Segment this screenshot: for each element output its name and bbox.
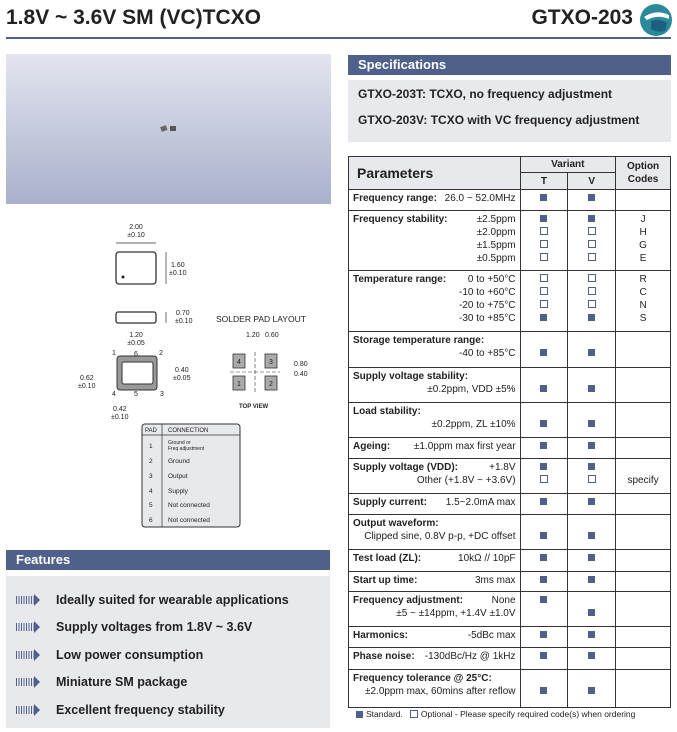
parameter-cell bbox=[349, 211, 521, 271]
standard-icon bbox=[588, 420, 595, 427]
standard-icon bbox=[540, 463, 547, 470]
feature-text: Low power consumption bbox=[56, 647, 204, 662]
standard-icon bbox=[588, 498, 595, 505]
variant-V-cell bbox=[568, 438, 616, 459]
option-code-cell bbox=[616, 627, 671, 648]
parameter-cell bbox=[349, 459, 521, 494]
parameter-value: -10 to +60°C bbox=[458, 287, 516, 298]
option-code: R bbox=[639, 274, 647, 285]
pad-height-label: 0.40 bbox=[175, 367, 189, 374]
option-code: H bbox=[639, 227, 647, 238]
option-code bbox=[616, 461, 670, 474]
option-code: N bbox=[639, 300, 647, 311]
standard-icon bbox=[540, 532, 547, 539]
pin-label: 6 bbox=[134, 351, 138, 358]
variant-v-description: GTXO-203V: TCXO with VC frequency adjustment bbox=[358, 113, 640, 127]
svg-text:6: 6 bbox=[149, 517, 153, 524]
option-code bbox=[616, 685, 670, 698]
features-list bbox=[6, 576, 330, 728]
option-code: J bbox=[640, 214, 646, 225]
variant-t-cell bbox=[520, 403, 568, 438]
standard-icon bbox=[588, 554, 595, 561]
pad-height-tol-label: ±0.05 bbox=[173, 375, 191, 382]
standard-icon bbox=[540, 385, 547, 392]
option-code bbox=[616, 629, 670, 642]
feature-item bbox=[6, 614, 330, 642]
parameter-row bbox=[349, 627, 671, 648]
parameter-value: Other (+1.8V ~ +3.6V) bbox=[416, 475, 516, 486]
standard-icon bbox=[588, 463, 595, 470]
pad-width-tol-label: ±0.10 bbox=[111, 414, 129, 421]
optional-icon bbox=[588, 300, 596, 308]
specifications-heading: Specifications bbox=[348, 55, 671, 75]
optional-icon bbox=[588, 227, 596, 235]
feature-text: Miniature SM package bbox=[56, 675, 188, 690]
pin-label: 5 bbox=[134, 391, 138, 398]
legend-optional: Optional - Please specify required code(s) when ordering bbox=[420, 709, 636, 719]
standard-icon bbox=[540, 215, 547, 222]
pad-number: 3 bbox=[269, 359, 273, 366]
solder-height-label: 0.80 bbox=[294, 361, 308, 368]
svg-text:4: 4 bbox=[149, 488, 153, 495]
pad-number: 4 bbox=[237, 359, 241, 366]
feature-item bbox=[6, 669, 330, 697]
arrow-bullet-icon bbox=[16, 651, 34, 659]
parameter-cell bbox=[349, 648, 521, 670]
parameter-value: 3ms max bbox=[474, 575, 516, 586]
edge-tol-label: ±0.10 bbox=[78, 383, 96, 390]
parameters-heading: Parameters bbox=[349, 157, 521, 190]
standard-icon bbox=[540, 194, 547, 201]
variant-t-cell bbox=[520, 271, 568, 332]
arrow-bullet-icon bbox=[16, 678, 34, 686]
parameter-title: Frequency range: bbox=[353, 193, 437, 204]
connection-column-header: CONNECTION bbox=[168, 428, 209, 434]
option-code-cell bbox=[616, 459, 671, 494]
standard-icon bbox=[588, 576, 595, 583]
standard-icon bbox=[588, 687, 595, 694]
svg-text:1: 1 bbox=[149, 443, 153, 450]
parameter-value: ±0.2ppm, ZL ±10% bbox=[431, 419, 516, 430]
optional-icon bbox=[588, 274, 596, 282]
variant-V-cell bbox=[568, 332, 616, 368]
variant-v-heading: V bbox=[568, 173, 616, 190]
parameter-value: ±2.5ppm bbox=[476, 214, 516, 225]
option-code-cell bbox=[616, 368, 671, 403]
variant-t-cell bbox=[520, 190, 568, 211]
width-label: 2.00 bbox=[129, 224, 143, 231]
product-photo bbox=[6, 54, 331, 204]
option-code-cell bbox=[616, 403, 671, 438]
legend-standard: Standard. bbox=[366, 709, 403, 719]
standard-icon bbox=[588, 385, 595, 392]
option-code bbox=[616, 530, 670, 543]
option-code: specify bbox=[627, 475, 659, 486]
width-tol-label: ±0.10 bbox=[127, 232, 145, 239]
parameter-title: Supply voltage stability: bbox=[353, 371, 469, 382]
option-code bbox=[616, 383, 670, 396]
pin-label: 2 bbox=[159, 350, 163, 357]
option-code bbox=[616, 552, 670, 565]
arrow-bullet-icon bbox=[16, 596, 34, 604]
variant-V-cell bbox=[568, 211, 616, 271]
optional-icon bbox=[588, 287, 596, 295]
parameter-row bbox=[349, 190, 671, 211]
pad-column-header: PAD bbox=[145, 428, 157, 434]
svg-text:Ground: Ground bbox=[168, 458, 190, 465]
parameter-value: +1.8V bbox=[489, 462, 516, 473]
option-code bbox=[616, 594, 670, 607]
option-code-cell bbox=[616, 332, 671, 368]
parameter-cell bbox=[349, 572, 521, 592]
parameter-row bbox=[349, 459, 671, 494]
package-side-view bbox=[116, 312, 156, 323]
optional-icon bbox=[540, 475, 548, 483]
parameter-cell bbox=[349, 438, 521, 459]
header-rule bbox=[6, 37, 671, 39]
option-code-cell bbox=[616, 438, 671, 459]
option-code-cell bbox=[616, 670, 671, 708]
variant-V-cell bbox=[568, 368, 616, 403]
arrow-bullet-icon bbox=[16, 706, 34, 714]
option-code-cell bbox=[616, 550, 671, 572]
standard-icon bbox=[356, 711, 363, 718]
variant-V-cell bbox=[568, 592, 616, 627]
variant-V-cell bbox=[568, 670, 616, 708]
thickness-tol-label: ±0.10 bbox=[175, 318, 193, 325]
variant-V-cell bbox=[568, 403, 616, 438]
parameter-value: ±0.5ppm bbox=[476, 253, 516, 264]
solder-pad-title: SOLDER PAD LAYOUT bbox=[216, 314, 306, 324]
package-drawing bbox=[0, 200, 340, 540]
pad-number: 2 bbox=[269, 381, 273, 388]
parameter-value: ±2.0ppm bbox=[476, 227, 516, 238]
option-code bbox=[616, 347, 670, 360]
parameter-cell bbox=[349, 494, 521, 515]
parameter-value: ±0.2ppm, VDD ±5% bbox=[427, 384, 516, 395]
parameter-row bbox=[349, 572, 671, 592]
parameter-row bbox=[349, 515, 671, 550]
option-code-cell bbox=[616, 515, 671, 550]
option-code bbox=[616, 496, 670, 509]
parameter-cell bbox=[349, 515, 521, 550]
legend bbox=[356, 709, 635, 719]
standard-icon bbox=[588, 194, 595, 201]
optional-icon bbox=[540, 287, 548, 295]
arrow-bullet-icon bbox=[16, 623, 34, 631]
variant-t-cell bbox=[520, 550, 568, 572]
parameter-title: Frequency tolerance @ 25°C: bbox=[353, 673, 492, 684]
standard-icon bbox=[540, 498, 547, 505]
option-code-cell bbox=[616, 211, 671, 271]
parameter-cell bbox=[349, 403, 521, 438]
variant-t-cell bbox=[520, 627, 568, 648]
pad-number: 1 bbox=[237, 381, 241, 388]
svg-text:2: 2 bbox=[149, 458, 153, 465]
option-code-cell bbox=[616, 271, 671, 332]
variant-V-cell bbox=[568, 459, 616, 494]
feature-text: Excellent frequency stability bbox=[56, 702, 225, 717]
variant-t-cell bbox=[520, 332, 568, 368]
svg-text:Supply: Supply bbox=[168, 488, 188, 495]
parameter-value: -30 to +85°C bbox=[458, 313, 516, 324]
parameter-row bbox=[349, 648, 671, 670]
parameter-row bbox=[349, 670, 671, 708]
variant-t-cell bbox=[520, 438, 568, 459]
variant-V-cell bbox=[568, 627, 616, 648]
standard-icon bbox=[540, 596, 547, 603]
variant-heading: Variant bbox=[520, 157, 616, 173]
variant-t-cell bbox=[520, 494, 568, 515]
option-code bbox=[616, 607, 670, 620]
parameter-title: Load stability: bbox=[353, 406, 421, 417]
standard-icon bbox=[588, 442, 595, 449]
pin-label: 3 bbox=[160, 391, 164, 398]
parameter-row bbox=[349, 550, 671, 572]
variant-V-cell bbox=[568, 648, 616, 670]
parameter-row bbox=[349, 211, 671, 271]
svg-text:Freq adjustment: Freq adjustment bbox=[168, 446, 205, 452]
feature-item bbox=[6, 586, 330, 614]
parameter-cell bbox=[349, 368, 521, 403]
parameter-value: -130dBc/Hz @ 1kHz bbox=[424, 651, 516, 662]
parameter-row bbox=[349, 494, 671, 515]
solder-width-label: 0.60 bbox=[265, 332, 279, 339]
optional-icon bbox=[540, 274, 548, 282]
parameter-row bbox=[349, 332, 671, 368]
standard-icon bbox=[588, 532, 595, 539]
package-top-view bbox=[116, 252, 156, 284]
option-code bbox=[616, 650, 670, 663]
pad-pitch-tol-label: ±0.05 bbox=[127, 340, 145, 347]
variant-V-cell bbox=[568, 494, 616, 515]
parameter-value: ±5 ~ ±14ppm, +1.4V ±1.0V bbox=[396, 608, 516, 619]
parameter-cell bbox=[349, 332, 521, 368]
variant-t-cell bbox=[520, 368, 568, 403]
parameter-title: Storage temperature range: bbox=[353, 335, 485, 346]
variant-t-cell bbox=[520, 572, 568, 592]
page-title: 1.8V ~ 3.6V SM (VC)TCXO bbox=[6, 6, 261, 29]
parameter-title: Temperature range: bbox=[353, 274, 447, 285]
standard-icon bbox=[588, 215, 595, 222]
variant-t-cell bbox=[520, 592, 568, 627]
parameter-value: 10kΩ // 10pF bbox=[458, 553, 516, 564]
standard-icon bbox=[588, 631, 595, 638]
standard-icon bbox=[540, 420, 547, 427]
option-code-cell bbox=[616, 190, 671, 211]
option-code-cell bbox=[616, 572, 671, 592]
parameter-row bbox=[349, 271, 671, 332]
parameter-row bbox=[349, 368, 671, 403]
variant-t-cell bbox=[520, 670, 568, 708]
standard-icon bbox=[540, 687, 547, 694]
parameter-title: Frequency adjustment: bbox=[353, 595, 464, 606]
standard-icon bbox=[540, 554, 547, 561]
parameter-cell bbox=[349, 627, 521, 648]
option-code: G bbox=[639, 240, 647, 251]
parameter-row bbox=[349, 438, 671, 459]
variant-t-heading: T bbox=[520, 173, 568, 190]
parameter-value: -5dBc max bbox=[467, 630, 516, 641]
parameter-title: Output waveform: bbox=[353, 518, 439, 529]
optional-icon bbox=[588, 253, 596, 261]
standard-icon bbox=[540, 349, 547, 356]
pin-label: 4 bbox=[112, 391, 116, 398]
variant-V-cell bbox=[568, 572, 616, 592]
option-code bbox=[616, 192, 670, 205]
option-code bbox=[616, 574, 670, 587]
parameter-cell bbox=[349, 592, 521, 627]
svg-text:Output: Output bbox=[168, 473, 188, 480]
parameter-row bbox=[349, 592, 671, 627]
parameter-value: ±2.0ppm max, 60mins after reflow bbox=[364, 686, 516, 697]
thickness-label: 0.70 bbox=[176, 310, 190, 317]
svg-text:Not connected: Not connected bbox=[168, 502, 210, 509]
parameter-value: 0 to +50°C bbox=[467, 274, 516, 285]
parameter-row bbox=[349, 403, 671, 438]
variant-V-cell bbox=[568, 190, 616, 211]
top-view-label: TOP VIEW bbox=[239, 404, 269, 410]
optional-icon bbox=[540, 253, 548, 261]
optional-icon bbox=[588, 475, 596, 483]
features-heading: Features bbox=[6, 550, 330, 570]
parameter-title: Supply current: bbox=[353, 497, 427, 508]
solder-gap-label: 0.40 bbox=[294, 371, 308, 378]
parameter-title: Test load (ZL): bbox=[353, 553, 422, 564]
variant-V-cell bbox=[568, 271, 616, 332]
feature-text: Supply voltages from 1.8V ~ 3.6V bbox=[56, 620, 253, 635]
parameters-table bbox=[348, 156, 671, 708]
option-code bbox=[616, 418, 670, 431]
option-code-cell bbox=[616, 494, 671, 515]
parameter-title: Phase noise: bbox=[353, 651, 415, 662]
parameter-value: -20 to +75°C bbox=[458, 300, 516, 311]
option-code-cell bbox=[616, 648, 671, 670]
parameter-cell bbox=[349, 271, 521, 332]
option-code bbox=[616, 440, 670, 453]
parameter-title: Start up time: bbox=[353, 575, 418, 586]
height-tol-label: ±0.10 bbox=[169, 270, 187, 277]
parameter-title: Frequency stability: bbox=[353, 214, 448, 225]
parameter-cell bbox=[349, 550, 521, 572]
specifications-box bbox=[348, 80, 671, 142]
optional-icon bbox=[540, 227, 548, 235]
parameter-value: ±1.5ppm bbox=[476, 240, 516, 251]
crystal-parts-image bbox=[6, 54, 331, 204]
feature-item bbox=[6, 641, 330, 669]
standard-icon bbox=[540, 442, 547, 449]
pad-pitch-label: 1.20 bbox=[129, 332, 143, 339]
parameter-value: ±1.0ppm max first year bbox=[413, 441, 516, 452]
parameter-value: -40 to +85°C bbox=[458, 348, 516, 359]
pin-label: 1 bbox=[112, 350, 116, 357]
optional-icon bbox=[540, 240, 548, 248]
standard-icon bbox=[588, 349, 595, 356]
optional-icon bbox=[588, 240, 596, 248]
height-label: 1.60 bbox=[171, 262, 185, 269]
option-code: S bbox=[639, 313, 647, 324]
company-logo-icon bbox=[639, 3, 673, 37]
optional-icon bbox=[410, 710, 418, 718]
solder-pitch-label: 1.20 bbox=[246, 332, 260, 339]
standard-icon bbox=[588, 314, 595, 321]
standard-icon bbox=[588, 652, 595, 659]
svg-text:Ground or: Ground or bbox=[168, 440, 191, 446]
option-codes-heading: Option Codes bbox=[616, 157, 671, 190]
standard-icon bbox=[540, 314, 547, 321]
parameter-title: Ageing: bbox=[353, 441, 391, 452]
parameter-cell bbox=[349, 190, 521, 211]
parameter-value: Clipped sine, 0.8V p-p, +DC offset bbox=[364, 531, 516, 542]
parameter-value: 1.5~2.0mA max bbox=[445, 497, 516, 508]
variant-t-description: GTXO-203T: TCXO, no frequency adjustment bbox=[358, 87, 613, 101]
variant-V-cell bbox=[568, 515, 616, 550]
svg-text:3: 3 bbox=[149, 473, 153, 480]
parameter-value: None bbox=[491, 595, 516, 606]
feature-item bbox=[6, 696, 330, 724]
variant-t-cell bbox=[520, 459, 568, 494]
option-code-cell bbox=[616, 592, 671, 627]
standard-icon bbox=[540, 576, 547, 583]
variant-t-cell bbox=[520, 648, 568, 670]
variant-V-cell bbox=[568, 550, 616, 572]
svg-text:5: 5 bbox=[149, 502, 153, 509]
standard-icon bbox=[540, 652, 547, 659]
feature-text: Ideally suited for wearable applications bbox=[56, 592, 289, 607]
parameter-value: 26.0 ~ 52.0MHz bbox=[444, 193, 516, 204]
parameter-cell bbox=[349, 670, 521, 708]
model-number: GTXO-203 bbox=[531, 6, 633, 29]
variant-t-cell bbox=[520, 211, 568, 271]
parameter-title: Harmonics: bbox=[353, 630, 409, 641]
parameter-title: Supply voltage (VDD): bbox=[353, 462, 459, 473]
option-code: E bbox=[639, 253, 647, 264]
option-code: C bbox=[639, 287, 647, 298]
standard-icon bbox=[588, 609, 595, 616]
optional-icon bbox=[540, 300, 548, 308]
standard-icon bbox=[540, 631, 547, 638]
svg-text:Not connected: Not connected bbox=[168, 517, 210, 524]
variant-t-cell bbox=[520, 515, 568, 550]
edge-label: 0.62 bbox=[80, 375, 94, 382]
pad-table bbox=[142, 424, 240, 527]
pad-width-label: 0.42 bbox=[113, 406, 127, 413]
